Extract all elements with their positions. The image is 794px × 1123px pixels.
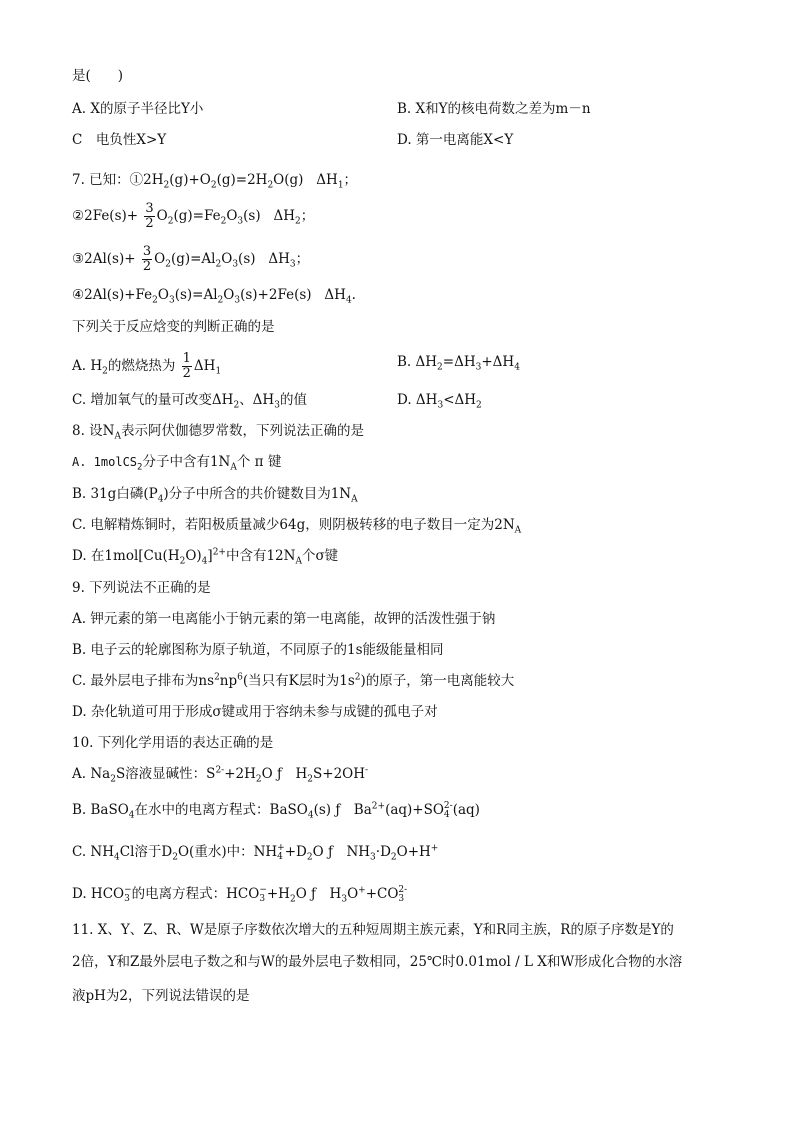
q11-stem-line-3: 液pH为2，下列说法错误的是 [72,988,250,1004]
q7-option-c[interactable]: C. 增加氧气的量可改变$\Delta H_2$、$\Delta H_3$的值 [72,392,307,411]
q9-option-b[interactable]: B. 电子云的轮廓图称为原子轨道，不同原子的1s能级能量相同 [72,642,444,658]
q7-option-d[interactable]: D. $\Delta H_3<\Delta H_2$ [397,392,482,411]
q7-option-b[interactable]: B. $\Delta H_2=\Delta H_3+\Delta H_4$ [397,354,520,373]
q10-option-d[interactable]: D. HCO − 3 的电离方程式：HCO − 3 $+H_2O$ ƒ $H_3O^++CO$ 2- 3 [72,884,408,905]
fraction-one-half: $\frac{1}{2}$ [182,351,191,381]
fraction-three-halves: $\frac{3}{2}$ [142,244,152,274]
q7-stem: 7. 已知：$①2H_2(g)+O_2(g)=2H_2O(g)$ $\Delta H_1$； [72,172,358,191]
q8-stem: 8. 设$N_A$表示阿伏伽德罗常数，下列说法正确的是 [72,423,364,442]
q7-question: 下列关于反应焓变的判断正确的是 [72,319,275,335]
q10-stem: 10. 下列化学用语的表达正确的是 [72,735,274,751]
q6-option-d[interactable]: D. 第一电离能X<Y [397,132,514,148]
q8-option-a[interactable]: A. 1molCS$_2$分子中含有$1N_A$个 π 键 [72,454,282,473]
q7-equation-2: ②2Fe(s)+ $\frac{3}{2}$ $O_2(g)=Fe_2O_3(s)$ $\Delta H_2$； [72,201,315,231]
q8-option-b[interactable]: B. 31g白磷$(P_4)$分子中所含的共价键数目为$1N_A$ [72,486,358,505]
q8-option-c[interactable]: C. 电解精炼铜时，若阳极质量减少64g，则阴极转移的电子数目一定为$2N_A$ [72,517,522,536]
q10-option-a[interactable]: A. $Na_2S$溶液显碱性：$S^{2-}+2H_2O$ ƒ $H_2S+2OH^-$ [72,765,369,785]
q8-option-d[interactable]: D. 在$1mol[Cu(H_2O)_4]^{2+}$中含有$12N_A$个σ键 [72,547,339,567]
q10-option-b[interactable]: B. BaSO$_4$在水中的电离方程式：BaSO$_4$(s) ƒ $Ba^{2+}(aq)+SO$ 2- 4 (aq) [72,800,480,821]
q9-option-a[interactable]: A. 钾元素的第一电离能小于钠元素的第一电离能，故钾的活泼性强于钠 [72,611,496,627]
q6-option-c[interactable]: C 电负性X>Y [72,132,167,148]
fraction-three-halves: $\frac{3}{2}$ [145,201,154,231]
q7-equation-4: $④2Al(s)+Fe_2O_3(s)=Al_2O_3(s)+2Fe(s)$ $\Delta H_4$. [72,287,356,306]
q9-option-d[interactable]: D. 杂化轨道可用于形成σ键或用于容纳未参与成键的孤电子对 [72,704,438,720]
q6-option-a[interactable]: A. X的原子半径比Y小 [72,101,204,117]
q9-stem: 9. 下列说法不正确的是 [72,580,211,596]
q10-option-c[interactable]: C. $NH_4Cl$溶于$D_2O$(重水)中：NH + 4 $+D_2O$ ƒ $NH_3\cdot D_2O+H^+$ [72,842,439,863]
q7-option-a[interactable]: A. $H_2$的燃烧热为 $\frac{1}{2}$ $\Delta H_1$ [72,351,222,381]
q11-stem-line-1: 11. X、Y、Z、R、W是原子序数依次增大的五种短周期主族元素，Y和R同主族，R的原子序数是Y的 [72,922,674,938]
q11-stem-line-2: 2倍，Y和Z最外层电子数之和与W的最外层电子数相同，25℃时0.01mol / L X和W形成化合物的水溶 [72,954,683,970]
q9-option-c[interactable]: C. 最外层电子排布为$ns^2np^6$(当只有K层时为$1s^2$)的原子，第一电离能较大 [72,672,515,689]
q6-option-b[interactable]: B. X和Y的核电荷数之差为m－n [397,101,591,117]
q7-equation-3: ③2Al(s)+ $\frac{3}{2}$ $O_2(g)=Al_2O_3(s)$ $\Delta H_3$； [72,244,310,274]
q6-tail: 是( ) [72,68,124,84]
